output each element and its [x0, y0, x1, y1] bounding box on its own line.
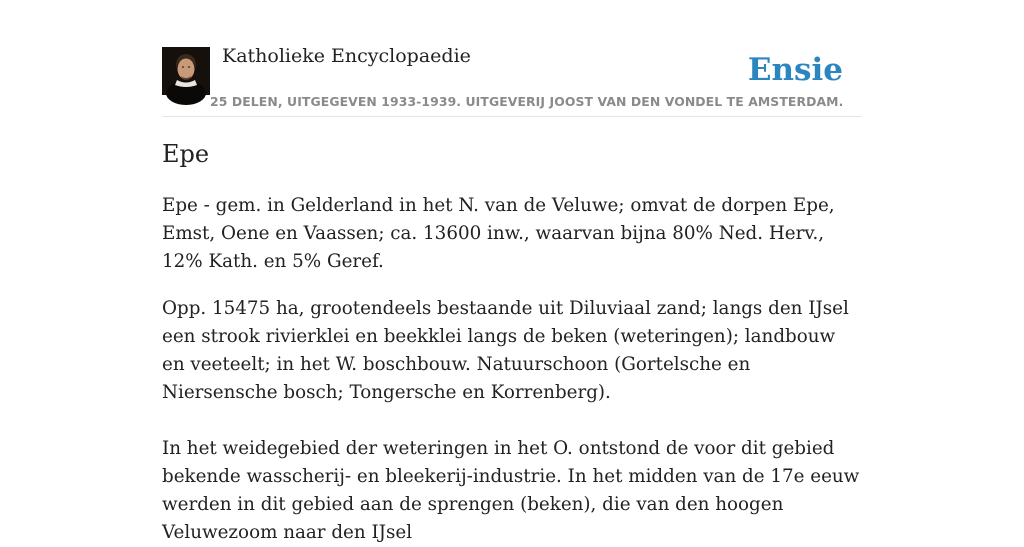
source-title[interactable]: Katholieke Encyclopaedie: [222, 45, 471, 67]
article: [162, 136, 862, 547]
article-title: Epe: [162, 140, 210, 168]
article-paragraph: Opp. 15475 ha, grootendeels bestaande uit Diluviaal zand; langs den IJsel een strook rivierklei en beekklei langs de beken (weteringen); landbouw en veeteelt; in het W. boschbouw. Natuurschoon (Gortelsche en Niersensche bosch; Tongersche en Korrenberg).: [162, 298, 849, 403]
portrait-icon: [162, 47, 210, 95]
article-paragraph: Epe - gem. in Gelderland in het N. van de Veluwe; omvat de dorpen Epe, Emst, Oene en Vaassen; ca. 13600 inw., waarvan bijna 80% Ned. Herv., 12% Kath. en 5% Geref.: [162, 195, 835, 272]
site-header: [162, 0, 862, 117]
article-paragraph: In het weidegebied der weteringen in het O. ontstond de voor dit gebied bekende wasscherij- en bleekerij-industrie. In het midden van de 17e eeuw werden in dit gebied aan de sprengen (beken), die van den hoogen Veluwezoom naar den IJsel: [162, 438, 860, 543]
ensie-logo-link[interactable]: Ensie: [747, 52, 843, 88]
source-avatar[interactable]: [162, 47, 210, 95]
source-subtitle: 25 DELEN, UITGEGEVEN 1933-1939. UITGEVERIJ JOOST VAN DEN VONDEL TE AMSTERDAM.: [210, 94, 844, 109]
